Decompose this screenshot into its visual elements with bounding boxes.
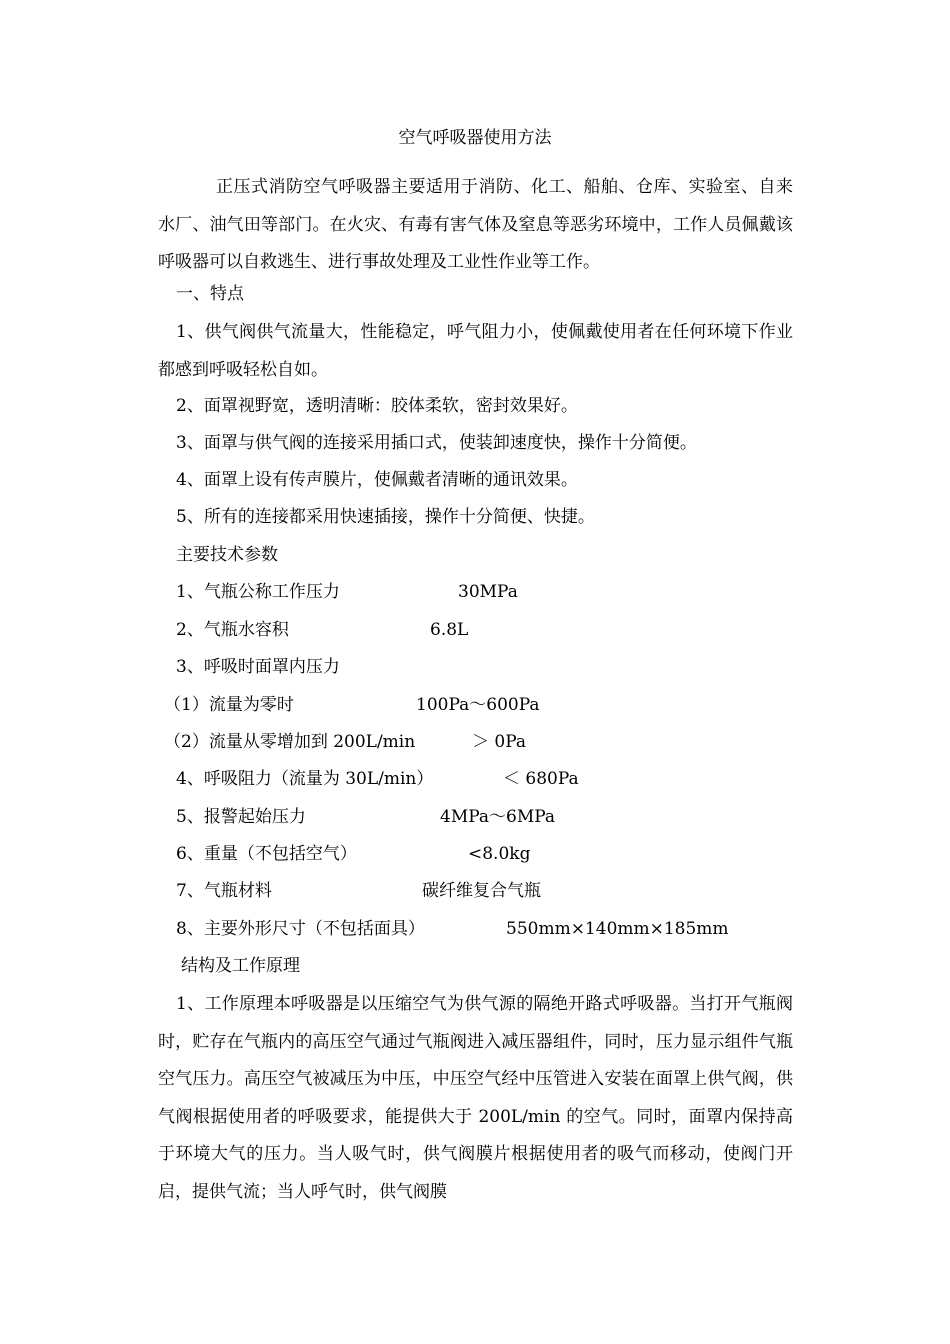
feature-item: 4、面罩上设有传声膜片，使佩戴者清晰的通讯效果。 [176,470,578,490]
spec-value: ＜ 680Pa [503,769,579,789]
spec-value: 100Pa～600Pa [416,695,540,715]
spec-label: （2）流量从零增加到 200L/min [164,732,416,752]
feature-item: 5、所有的连接都采用快速插接，操作十分简便、快捷。 [176,507,595,527]
intro-paragraph: 正压式消防空气呼吸器主要适用于消防、化工、船舶、仓库、实验室、自来水厂、油气田等部门。在火灾、有毒有害气体及窒息等恶劣环境中，工作人员佩戴该呼吸器可以自救逃生、进行事故处理及工业性作业等工作。 [158,177,793,272]
spec-value: ＞ 0Pa [472,732,527,752]
spec-value: 6.8L [430,620,469,640]
spec-value: 碳纤维复合气瓶 [422,881,541,901]
spec-label: 1、气瓶公称工作压力 [176,582,340,602]
spec-label: 7、气瓶材料 [176,881,272,901]
document-title: 空气呼吸器使用方法 [398,128,552,148]
specs-heading: 主要技术参数 [176,545,278,565]
feature-item: 1、供气阀供气流量大，性能稳定，呼气阻力小，使佩戴使用者在任何环境下作业都感到呼吸轻松自如。 [158,322,793,380]
structure-paragraph: 1、工作原理本呼吸器是以压缩空气为供气源的隔绝开路式呼吸器。当打开气瓶阀时，贮存在气瓶内的高压空气通过气瓶阀进入减压器组件，同时，压力显示组件气瓶空气压力。高压空气被减压为中压，中压空气经中压管进入安装在面罩上供气阀，供气阀根据使用者的呼吸要求，能提供大于 200L/min 的空气。同时，面罩内保持高于环境大气的压力。当人吸气时，供气阀膜片根据使用者的吸气而移动，使阀门开启，提供气流；当人呼气时，供气阀膜 [158,994,793,1202]
spec-value: <8.0kg [468,844,531,864]
spec-value: 30MPa [458,582,518,602]
structure-heading: 结构及工作原理 [181,956,300,976]
spec-label: 3、呼吸时面罩内压力 [176,657,340,677]
spec-label: 5、报警起始压力 [176,807,306,827]
spec-label: （1）流量为零时 [164,695,294,715]
spec-label: 2、气瓶水容积 [176,620,289,640]
spec-label: 6、重量（不包括空气） [176,844,357,864]
spec-value: 4MPa～6MPa [440,807,556,827]
spec-label: 4、呼吸阻力（流量为 30L/min） [176,769,434,789]
feature-item: 2、面罩视野宽，透明清晰：胶体柔软，密封效果好。 [176,396,578,416]
feature-item: 3、面罩与供气阀的连接采用插口式，使装卸速度快，操作十分简便。 [176,433,697,453]
spec-label: 8、主要外形尺寸（不包括面具） [176,919,425,939]
features-heading: 一、特点 [176,284,244,304]
spec-value: 550mm×140mm×185mm [506,919,729,939]
